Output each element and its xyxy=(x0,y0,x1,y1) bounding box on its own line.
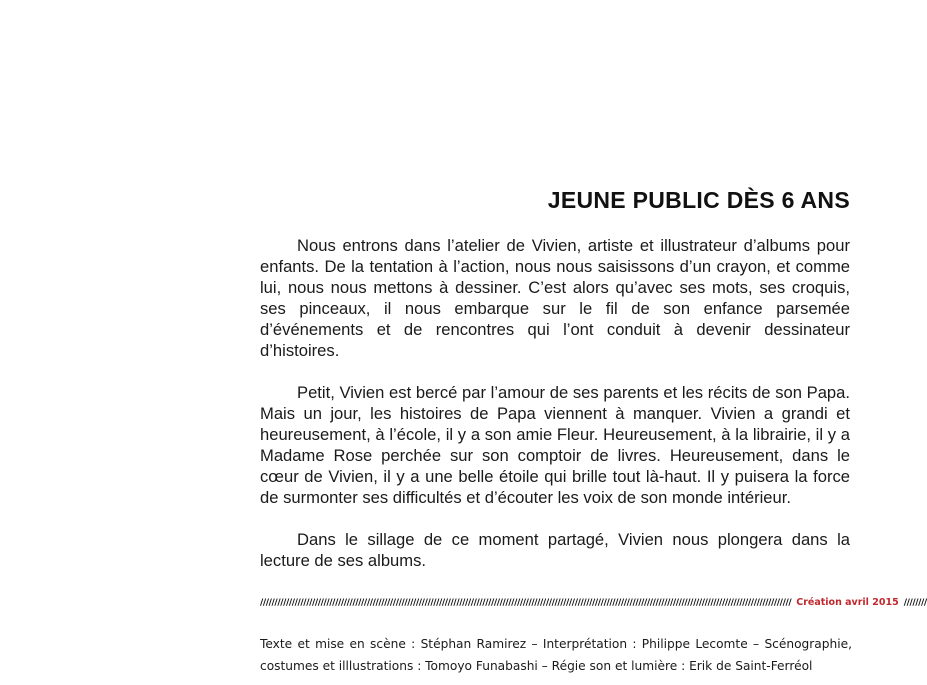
credits-text: Texte et mise en scène : Stéphan Ramirez – Interprétation : Philippe Lecomte – Scénographie, costumes et illlustrations : Tomoyo Funabashi – Régie son et lumière : Erik de Saint-Ferréol xyxy=(260,637,852,673)
creation-divider xyxy=(260,596,927,610)
paragraph-intro: Nous entrons dans l’atelier de Vivien, artiste et illustrateur d’albums pour enfants. De la tentation à l’action, nous nous saisissons d’un crayon, et comme lui, nous nous mettons à dessiner. C’est alors qu’avec ses mots, ses croquis, ses pinceaux, il nous embarque sur le fil de son enfance parsemée d’événements et de rencontres qui l’ont conduit à devenir dessinateur d’histoires. xyxy=(260,236,850,360)
divider-slashes-left: //////////////////////////////////////////////////////////////////////////////////////////////////////////////////////////////////////////////////////////////////////////////////////// xyxy=(260,598,792,608)
creation-date-label: Création avril 2015 xyxy=(796,597,899,608)
divider-slashes-right: //////// xyxy=(903,598,927,608)
paragraph-closing: Dans le sillage de ce moment partagé, Vivien nous plongera dans la lecture de ses albums. xyxy=(260,530,850,570)
description-text xyxy=(260,235,850,571)
page-title: JEUNE PUBLIC DÈS 6 ANS xyxy=(547,187,850,213)
paragraph-story: Petit, Vivien est bercé par l’amour de ses parents et les récits de son Papa. Mais un jour, les histoires de Papa viennent à manquer. Vivien a grandi et heureusement, à l’école, il y a son amie Fleur. Heureusement, à la librairie, il y a Madame Rose perchée sur son comptoir de livres. Heureusement, dans le cœur de Vivien, il y a une belle étoile qui brille tout là-haut. Il y puisera la force de surmonter ses difficultés et d’écouter les voix de son monde intérieur. xyxy=(260,383,850,507)
